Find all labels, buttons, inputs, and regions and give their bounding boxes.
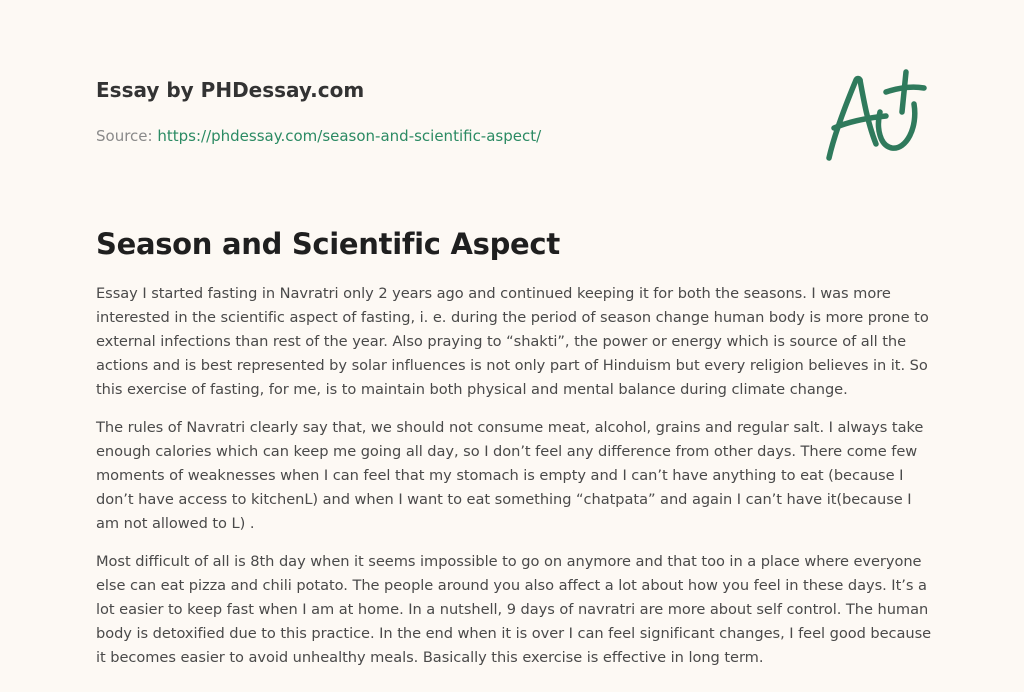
a-plus-grade-icon	[820, 66, 930, 164]
page-header	[96, 76, 796, 146]
source-link[interactable]: https://phdessay.com/season-and-scientific-aspect/	[157, 127, 542, 145]
source-line	[96, 126, 796, 146]
article-paragraph: Essay I started fasting in Navratri only 2 years ago and continued keeping it for both the seasons. I was more interested in the scientific aspect of fasting, i. e. during the period of season change human body is more prone to external infections than rest of the year. Also praying to “shakti”, the power or energy which is source of all the actions and is best represented by solar influences is not only part of Hinduism but every religion believes in it. So this exercise of fasting, for me, is to maintain both physical and mental balance during climate change.	[96, 285, 929, 398]
article-paragraph: The rules of Navratri clearly say that, we should not consume meat, alcohol, grains and regular salt. I always take enough calories which can keep me going all day, so I don’t feel any difference from other days. There come few moments of weaknesses when I can feel that my stomach is empty and I can’t have anything to eat (because I don’t have access to kitchenL) and when I want to eat something “chatpata” and again I can’t have it(because I am not allowed to L) .	[96, 419, 924, 532]
article-title: Season and Scientific Aspect	[96, 227, 560, 261]
site-title: Essay by PHDessay.com	[96, 78, 365, 102]
essay-article	[96, 226, 932, 684]
source-label: Source:	[96, 127, 153, 145]
article-paragraph: Most difficult of all is 8th day when it seems impossible to go on anymore and that too in a place where everyone else can eat pizza and chili potato. The people around you also affect a lot about how you feel in these days. It’s a lot easier to keep fast when I am at home. In a nutshell, 9 days of navratri are more about self control. The human body is detoxified due to this practice. In the end when it is over I can feel significant changes, I feel good because it becomes easier to avoid unhealthy meals. Basically this exercise is effective in long term.	[96, 553, 932, 666]
